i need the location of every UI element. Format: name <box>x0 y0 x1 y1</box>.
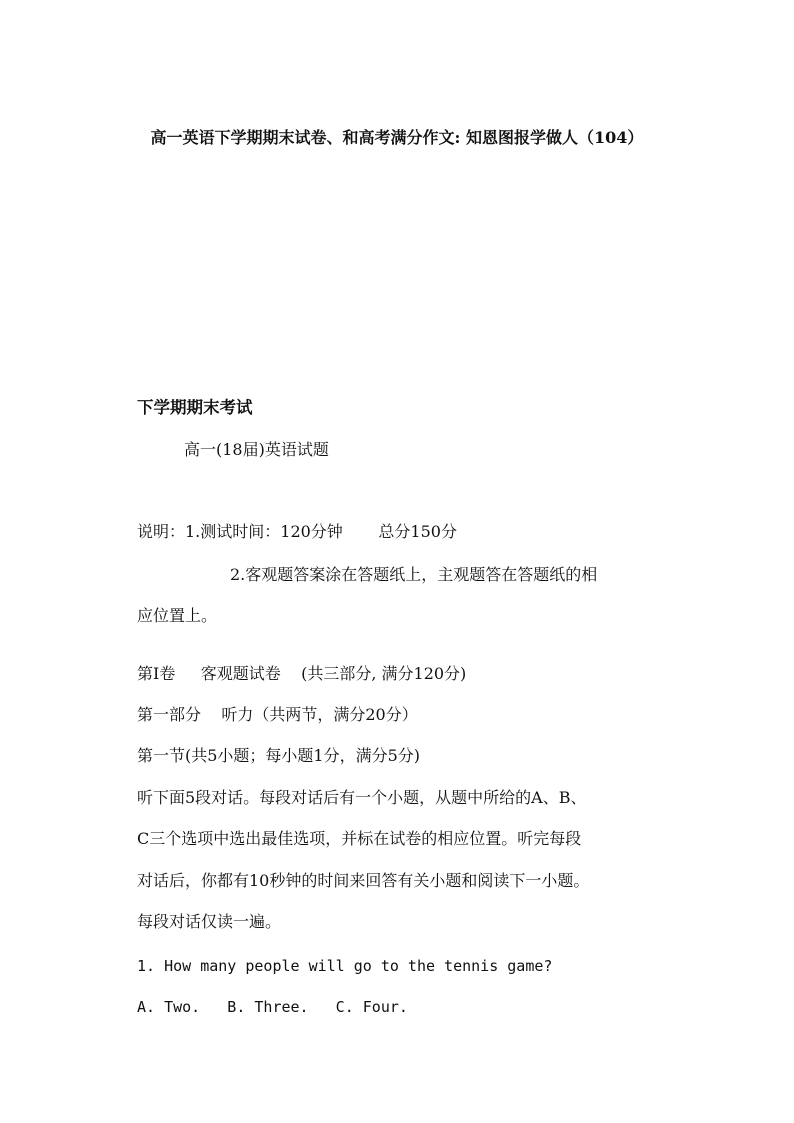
note-time-score: 说明：1.测试时间：120分钟 总分150分 <box>137 522 457 541</box>
instruction-line: 听下面5段对话。每段对话后有一个小题，从题中所给的A、B、 <box>137 788 587 807</box>
question-1-options: A. Two. B. Three. C. Four. <box>137 998 408 1016</box>
instruction-line: 对话后，你都有10秒钟的时间来回答有关小题和阅读下一小题。 <box>137 871 590 890</box>
note-answer-instruction-continued: 应位置上。 <box>137 606 218 625</box>
section-heading: 第一节(共5小题；每小题1分，满分5分) <box>137 746 421 765</box>
note-answer-instruction: 2.客观题答案涂在答题纸上，主观题答在答题纸的相 <box>230 565 598 584</box>
part-heading: 第一部分 听力（共两节，满分20分） <box>137 705 418 724</box>
instruction-line: C三个选项中选出最佳选项，并标在试卷的相应位置。听完每段 <box>137 829 582 848</box>
exam-heading: 下学期期末考试 <box>137 398 253 417</box>
document-title: 高一英语下学期期末试卷、和高考满分作文: 知恩图报学做人（104） <box>150 128 644 147</box>
volume-heading: 第Ⅰ卷 客观题试卷 (共三部分, 满分120分) <box>137 664 467 683</box>
exam-subtitle: 高一(18届)英语试题 <box>184 440 329 459</box>
question-1-prompt: 1. How many people will go to the tennis game? <box>137 957 553 975</box>
instruction-line: 每段对话仅读一遍。 <box>137 912 282 931</box>
